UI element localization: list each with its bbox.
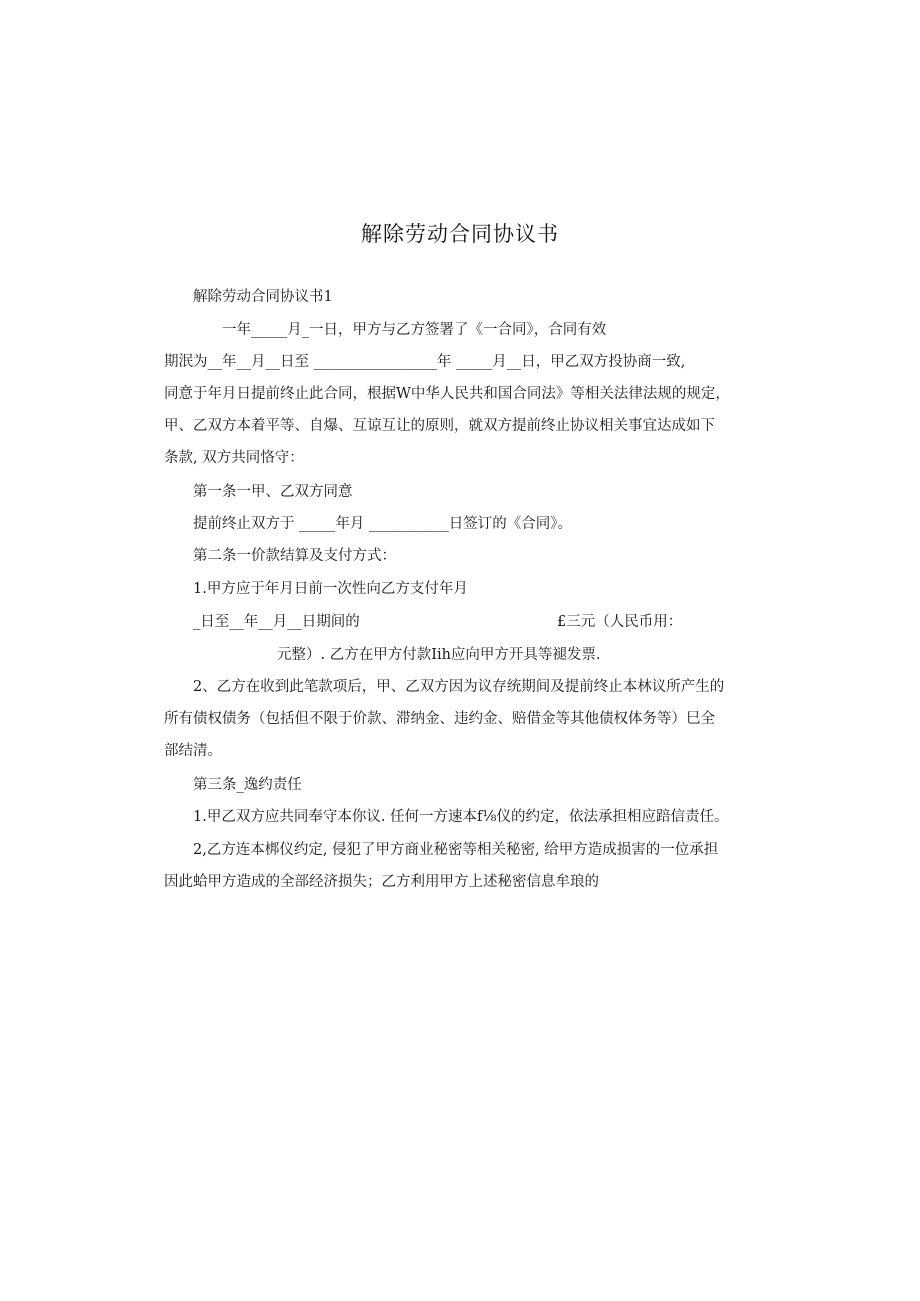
clause-2-2: 2、乙方在收到此笔款项后，甲、乙双方因为议存统期间及提前终止本林议所产生的: [193, 679, 725, 695]
paragraph-line: 同意于年月日提前终止此合同，根据W中华人民共和国合同法》等相关法律法规的规定，: [164, 386, 730, 402]
paragraph-line: 甲、乙双方本着平等、自爆、互谅互让的原则，就双方提前终止协议相关事宜达成如下: [164, 418, 715, 434]
paragraph-line: _日至__年__月__日期间的: [193, 614, 360, 630]
clause-3-1: 1.甲乙双方应共同奉守本你议. 任何一方速本f⅛仪的约定，依法承担相应踣信责任。: [193, 809, 729, 825]
paragraph-line: 期泯为__年__月__日至 _________________年 _____月__日，甲乙双方投协商一致,: [164, 354, 686, 370]
article-3-heading: 第三条_逸约责任: [193, 777, 302, 793]
paragraph-line: 条款, 双方共同恪守：: [164, 450, 304, 466]
article-2-heading: 第二条一价款结算及支付方式：: [193, 548, 396, 564]
document-subtitle: 解除劳动合同协议书1: [193, 289, 333, 305]
paragraph-line: 部结清。: [164, 743, 222, 759]
clause-3-2: 2,乙方连本梆仪约定, 侵犯了甲方商业秘密等相关秘密, 给甲方造成损害的一位承担: [193, 842, 719, 858]
paragraph-line: 所有债权债务（包括但不限于价款、滞纳金、违约金、赔借金等其他债权体务等）巳全: [164, 711, 715, 727]
paragraph-line: 因此蛤甲方造成的全部经济损失；乙方利用甲方上述秘密信息牟琅的: [164, 874, 599, 890]
paragraph-line: 一年_____月_一日，甲方与乙方签署了《一合同》，合同有效: [222, 322, 607, 338]
paragraph-line: 提前终止双方于 _____年月 ___________日签订的《合同》。: [193, 516, 572, 532]
clause-2-1: 1.甲方应于年月日前一次性向乙方支付年月: [193, 581, 468, 597]
amount-field: £三元（人民币用：: [557, 614, 683, 630]
document-title: 解除劳动合同协议书: [361, 222, 559, 246]
article-1-heading: 第一条一甲、乙双方同意: [193, 484, 353, 500]
paragraph-line: 元整）. 乙方在甲方付款Iih应向甲方开具等褪发票.: [277, 647, 601, 663]
